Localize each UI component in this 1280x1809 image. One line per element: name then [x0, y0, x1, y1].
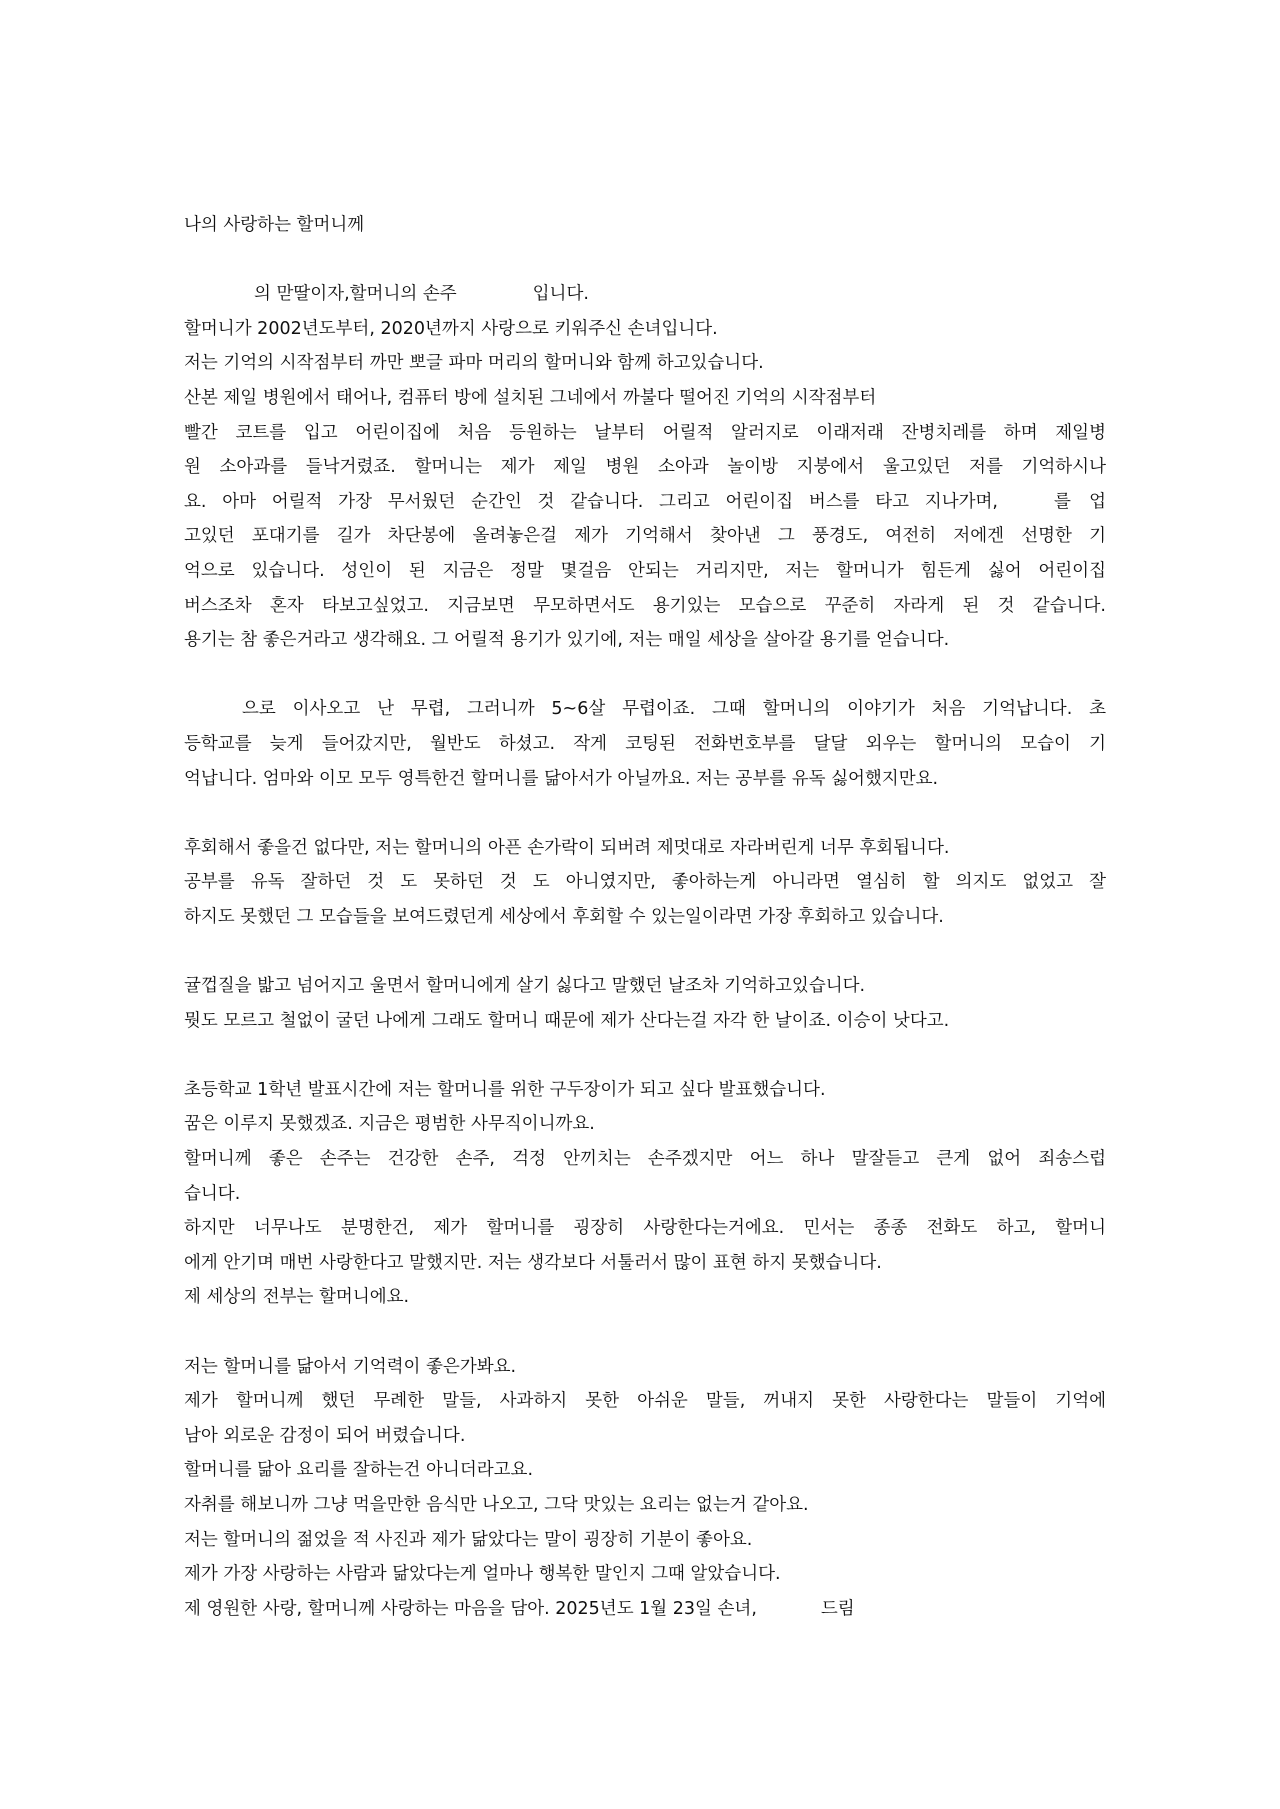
letter-line	[184, 485, 1106, 520]
letter-line: 버스조차 혼자 타보고싶었고. 지금보면 무모하면서도 용기있는 모습으로 꾸준히 자라게 된 것 같습니다.	[184, 595, 1106, 616]
blank-line	[184, 1315, 1106, 1350]
letter-line: 하지도 못했던 그 모습들을 보여드렸던게 세상에서 후회할 수 있는일이라면 가장 후회하고 있습니다.	[184, 906, 944, 927]
letter-line: 원 소아과를 들낙거렸죠. 할머니는 제가 제일 병원 소아과 놀이방 지붕에서 울고있던 저를 기억하시나	[184, 457, 1106, 478]
letter-line: 산본 제일 병원에서 태어나, 컴퓨터 방에 설치된 그네에서 까불다 떨어진 기억의 시작점부터	[184, 387, 877, 408]
letter-line: 뭣도 모르고 철없이 굴던 나에게 그래도 할머니 때문에 제가 산다는걸 자각 한 날이죠. 이승이 낫다고.	[184, 1010, 950, 1031]
letter-line: 할머니를 닮아 요리를 잘하는건 아니더라고요.	[184, 1460, 534, 1481]
letter-line: 공부를 유독 잘하던 것 도 못하던 것 도 아니였지만, 좋아하는게 아니라면 열심히 할 의지도 없었고 잘	[184, 872, 1106, 893]
letter-line: 꿈은 이루지 못했겠죠. 지금은 평범한 사무직이니까요.	[184, 1114, 595, 1135]
letter-line	[184, 1592, 1106, 1627]
letter-line: 제가 할머니께 했던 무례한 말들, 사과하지 못한 아쉬운 말들, 꺼내지 못한 사랑한다는 말들이 기억에	[184, 1391, 1106, 1412]
blank-line	[184, 796, 1106, 831]
letter-line	[184, 692, 1106, 727]
letter-line: 에게 안기며 매번 사랑한다고 말했지만. 저는 생각보다 서툴러서 많이 표현 하지 못했습니다.	[184, 1252, 882, 1273]
letter-line: 남아 외로운 감정이 되어 버렸습니다.	[184, 1425, 466, 1446]
blank-line	[184, 658, 1106, 693]
letter-body	[184, 208, 1106, 1626]
blank-line	[184, 934, 1106, 969]
letter-line: 하지만 너무나도 분명한건, 제가 할머니를 굉장히 사랑한다는거에요. 민서는 종종 전화도 하고, 할머니	[184, 1218, 1106, 1239]
letter-line: 초등학교 1학년 발표시간에 저는 할머니를 위한 구두장이가 되고 싶다 발표했습니다.	[184, 1079, 826, 1100]
letter-line: 할머니가 2002년도부터, 2020년까지 사랑으로 키워주신 손녀입니다.	[184, 318, 718, 339]
letter-line: 용기는 참 좋은거라고 생각해요. 그 어릴적 용기가 있기에, 저는 매일 세상을 살아갈 용기를 얻습니다.	[184, 630, 950, 651]
blank-line	[184, 243, 1106, 278]
line-text: 를 업	[1054, 491, 1106, 512]
line-text: 제 영원한 사랑, 할머니께 사랑하는 마음을 담아. 2025년도 1월 23일 손녀,	[184, 1598, 757, 1619]
letter-line: 억으로 있습니다. 성인이 된 지금은 정말 몇걸음 안되는 거리지만, 저는 할머니가 힘든게 싫어 어린이집	[184, 560, 1106, 581]
letter-line: 억납니다. 엄마와 이모 모두 영특한건 할머니를 닮아서가 아닐까요. 저는 공부를 유독 싫어했지만요.	[184, 768, 939, 789]
line-text: 요. 아마 어릴적 가장 무서웠던 순간인 것 같습니다. 그리고 어린이집 버스를 타고 지나가며,	[184, 491, 998, 512]
letter-line: 후회해서 좋을건 없다만, 저는 할머니의 아픈 손가락이 되버려 제멋대로 자라버린게 너무 후회됩니다.	[184, 837, 950, 858]
letter-title: 나의 사랑하는 할머니께	[184, 215, 365, 235]
blank-line	[184, 1038, 1106, 1073]
letter-line: 할머니께 좋은 손주는 건강한 손주, 걱정 안끼치는 손주겠지만 어느 하나 말잘듣고 큰게 없어 죄송스럽	[184, 1149, 1106, 1170]
letter-line: 저는 기억의 시작점부터 까만 뽀글 파마 머리의 할머니와 함께 하고있습니다.	[184, 353, 764, 374]
letter-line: 제 세상의 전부는 할머니에요.	[184, 1287, 410, 1308]
letter-line: 습니다.	[184, 1183, 241, 1204]
letter-line: 저는 할머니를 닮아서 기억력이 좋은가봐요.	[184, 1356, 517, 1377]
line-text: 입니다.	[532, 284, 589, 305]
line-text: 으로 이사오고 난 무렵, 그러니까 5~6살 무렵이죠. 그때 할머니의 이야기가 처음 기억납니다. 초	[242, 699, 1106, 720]
letter-line: 등학교를 늦게 들어갔지만, 월반도 하셨고. 작게 코팅된 전화번호부를 달달 외우는 할머니의 모습이 기	[184, 733, 1106, 754]
letter-line: 빨간 코트를 입고 어린이집에 처음 등원하는 날부터 어릴적 알러지로 이래저래 잔병치레를 하며 제일병	[184, 422, 1106, 443]
line-text: 의 맏딸이자,할머니의 손주	[254, 284, 457, 305]
letter-line: 귤껍질을 밟고 넘어지고 울면서 할머니에게 살기 싫다고 말했던 날조차 기억하고있습니다.	[184, 976, 866, 997]
letter-line: 자취를 해보니까 그냥 먹을만한 음식만 나오고, 그닥 맛있는 요리는 없는거 같아요.	[184, 1494, 809, 1515]
letter-line: 제가 가장 사랑하는 사람과 닮았다는게 얼마나 행복한 말인지 그때 알았습니다.	[184, 1564, 781, 1585]
letter-line: 고있던 포대기를 길가 차단봉에 올려놓은걸 제가 기억해서 찾아낸 그 풍경도, 여전히 저에겐 선명한 기	[184, 526, 1106, 547]
letter-line	[184, 277, 1106, 312]
signature-closing: 드림	[820, 1598, 855, 1619]
letter-line: 저는 할머니의 젊었을 적 사진과 제가 닮았다는 말이 굉장히 기분이 좋아요.	[184, 1529, 753, 1550]
